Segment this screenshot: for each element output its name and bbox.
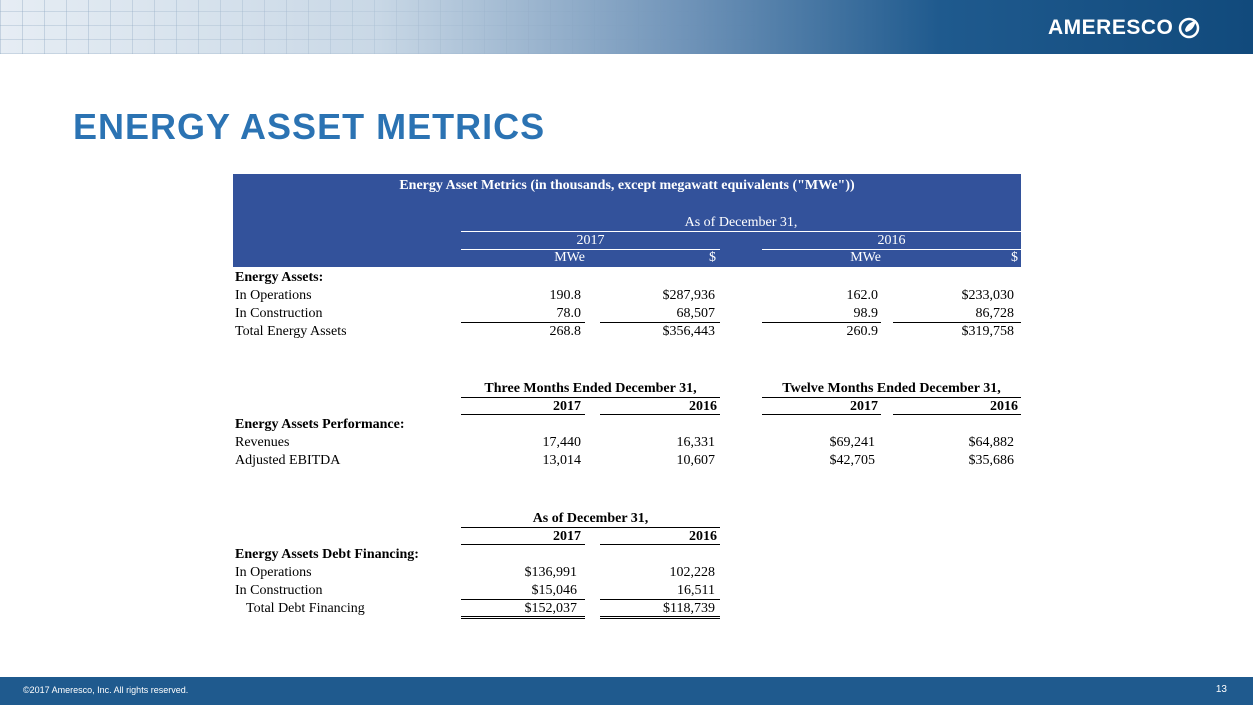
col-dollar-2016: $	[1011, 250, 1018, 265]
row-label: In Construction	[235, 306, 323, 321]
perf-col-rule	[461, 414, 585, 415]
cell-usd-2017: $287,936	[662, 288, 715, 303]
cell-q-2017: 17,440	[542, 435, 581, 450]
page-number: 13	[1215, 684, 1227, 695]
debt-header-rule	[461, 527, 720, 528]
row-label: Revenues	[235, 435, 290, 450]
row-label: In Operations	[235, 288, 312, 303]
subtotal-rule	[762, 322, 881, 323]
logo-text: AMERESCO	[1048, 16, 1174, 39]
debt-subtotal-rule	[600, 599, 720, 600]
debt-col-rule	[600, 544, 720, 545]
year-2016-label: 2016	[877, 233, 906, 248]
as-of-label: As of December 31,	[684, 215, 798, 230]
debt-col-2017: 2017	[553, 529, 581, 544]
perf-col-2017-annual: 2017	[850, 399, 878, 414]
debt-total-double-rule	[461, 616, 585, 619]
cell-debt-2017: $15,046	[531, 583, 577, 598]
subtotal-rule	[600, 322, 720, 323]
cell-y-2016: $35,686	[968, 453, 1014, 468]
perf-col-rule	[762, 414, 881, 415]
ameresco-leaf-icon	[1177, 16, 1201, 40]
perf-col-2016-annual: 2016	[990, 399, 1018, 414]
cell-q-2017: 13,014	[542, 453, 581, 468]
cell-y-2017: $42,705	[829, 453, 875, 468]
col-mwe-2017: MWe	[554, 250, 585, 265]
cell-y-2017: $69,241	[829, 435, 875, 450]
cell-usd-2016: $319,758	[961, 324, 1014, 339]
cell-usd-2016: $233,030	[961, 288, 1014, 303]
cell-debt-2017: $136,991	[524, 565, 577, 580]
subtotal-rule	[461, 322, 585, 323]
page-title: ENERGY ASSET METRICS	[73, 106, 546, 147]
debt-subtotal-rule	[461, 599, 585, 600]
perf-col-2017: 2017	[553, 399, 581, 414]
perf-col-2016: 2016	[689, 399, 717, 414]
energy-assets-label: Energy Assets:	[235, 270, 324, 285]
col-dollar-2017: $	[709, 250, 716, 265]
row-label: In Operations	[235, 565, 312, 580]
cell-debt-2016: 16,511	[677, 583, 715, 598]
cell-mwe-2016: 260.9	[846, 324, 878, 339]
header-rule	[461, 231, 1021, 232]
perf-col-rule	[600, 414, 720, 415]
col-mwe-2016: MWe	[850, 250, 881, 265]
perf-col-rule	[893, 414, 1021, 415]
row-label: Total Debt Financing	[246, 601, 365, 616]
cell-mwe-2017: 268.8	[549, 324, 581, 339]
cell-y-2016: $64,882	[968, 435, 1014, 450]
banner-grid-pattern	[0, 0, 760, 54]
debt-financing-label: Energy Assets Debt Financing:	[235, 547, 419, 562]
perf-header-rule	[762, 397, 1021, 398]
cell-usd-2016: 86,728	[975, 306, 1014, 321]
cell-mwe-2017: 78.0	[556, 306, 581, 321]
cell-debt-2016: 102,228	[669, 565, 715, 580]
header-banner	[0, 0, 1253, 54]
debt-col-rule	[461, 544, 585, 545]
debt-col-2016: 2016	[689, 529, 717, 544]
cell-debt-2017: $152,037	[524, 601, 577, 616]
footer-bar	[0, 677, 1253, 705]
debt-total-double-rule	[600, 616, 720, 619]
row-label: In Construction	[235, 583, 323, 598]
perf-header-rule	[461, 397, 720, 398]
cell-usd-2017: $356,443	[662, 324, 715, 339]
cell-mwe-2016: 98.9	[853, 306, 878, 321]
cell-q-2016: 16,331	[676, 435, 715, 450]
twelve-months-header: Twelve Months Ended December 31,	[782, 381, 1001, 396]
cell-mwe-2016: 162.0	[846, 288, 878, 303]
performance-label: Energy Assets Performance:	[235, 417, 405, 432]
row-label: Adjusted EBITDA	[235, 453, 341, 468]
cell-usd-2017: 68,507	[676, 306, 715, 321]
cell-mwe-2017: 190.8	[549, 288, 581, 303]
metrics-heading: Energy Asset Metrics (in thousands, except megawatt equivalents ("MWe"))	[399, 178, 855, 193]
cell-q-2016: 10,607	[676, 453, 715, 468]
three-months-header: Three Months Ended December 31,	[484, 381, 697, 396]
copyright-text: ©2017 Ameresco, Inc. All rights reserved.	[23, 685, 189, 695]
subtotal-rule	[893, 322, 1021, 323]
cell-debt-2016: $118,739	[663, 601, 715, 616]
debt-as-of-header: As of December 31,	[532, 511, 649, 526]
row-label: Total Energy Assets	[235, 324, 347, 339]
ameresco-logo	[1048, 16, 1201, 40]
year-2017-label: 2017	[576, 233, 605, 248]
